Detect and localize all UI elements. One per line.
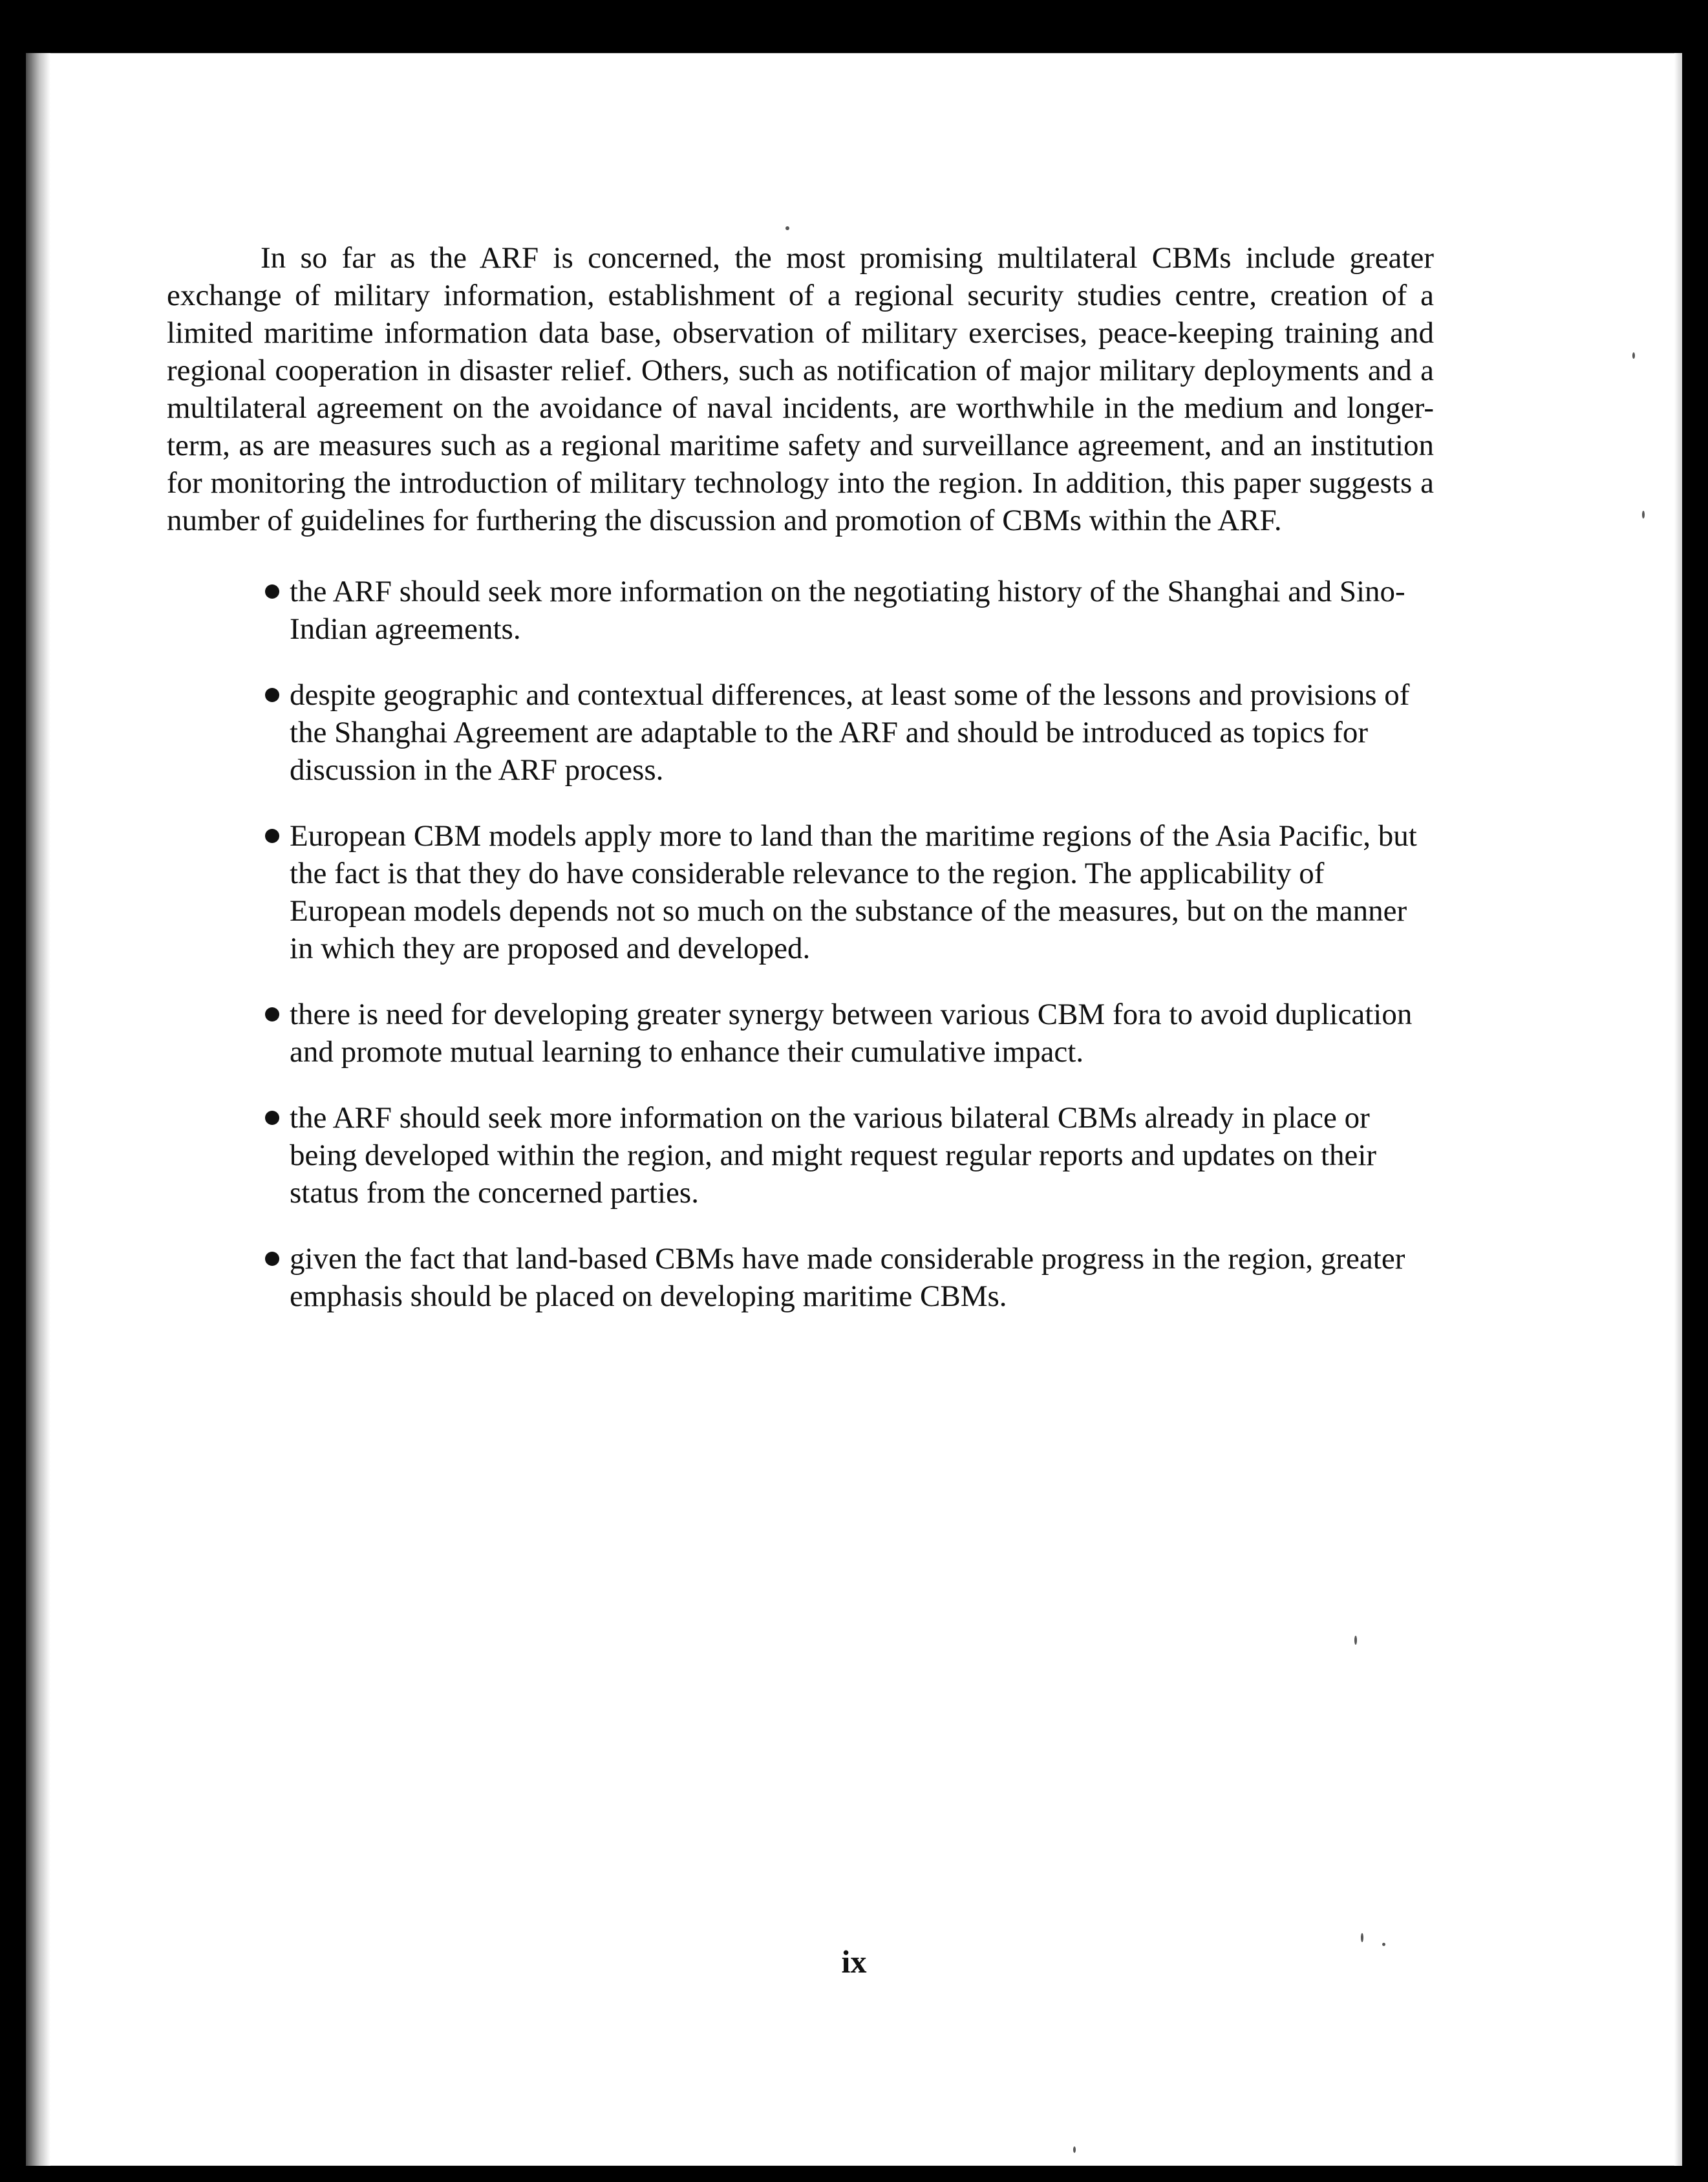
document-body xyxy=(167,239,1434,1315)
bullet-icon xyxy=(265,829,279,843)
guideline-item xyxy=(265,1240,1434,1315)
bullet-icon xyxy=(265,1007,279,1021)
scan-speck xyxy=(785,226,789,230)
guideline-text: European CBM models apply more to land than the maritime regions of the Asia Pacific, but the fact is that they do have considerable relevance to the region. The applicability of European models depends not so much on the substance of the measures, but on the manner in which they are proposed and developed. xyxy=(290,819,1417,965)
guideline-text: the ARF should seek more information on the negotiating history of the Shanghai and Sino-Indian agreements. xyxy=(290,575,1405,646)
scan-speck xyxy=(1632,352,1635,359)
guideline-text: despite geographic and contextual differences, at least some of the lessons and provisions of the Shanghai Agreement are adaptable to the ARF and should be introduced as topics for discussion in the ARF process. xyxy=(290,678,1410,787)
intro-paragraph: In so far as the ARF is concerned, the most promising multilateral CBMs include greater exchange of military information, establishment of a regional security studies centre, creation of a limited maritime information data base, observation of military exercises, peace-keeping training and regional cooperation in disaster relief. Others, such as notification of major military deployments and a multilateral agreement on the avoidance of naval incidents, are worthwhile in the medium and longer-term, as are measures such as a regional maritime safety and surveillance agreement, and an institution for monitoring the introduction of military technology into the region. In addition, this paper suggests a number of guidelines for furthering the discussion and promotion of CBMs within the ARF. xyxy=(167,241,1434,537)
bullet-icon xyxy=(265,688,279,702)
guideline-item xyxy=(265,817,1434,967)
scan-top-border xyxy=(0,0,1708,53)
bullet-icon xyxy=(265,584,279,599)
scan-left-border xyxy=(0,0,26,2182)
guideline-item xyxy=(265,676,1434,789)
guideline-text: the ARF should seek more information on the various bilateral CBMs already in place or being developed within the region, and might request regular reports and updates on their status from the concerned parties. xyxy=(290,1101,1377,1210)
scan-speck xyxy=(1073,2146,1076,2153)
scan-bottom-border xyxy=(0,2166,1708,2182)
page-number: ix xyxy=(841,1943,867,1980)
bullet-icon xyxy=(265,1111,279,1125)
guideline-text: there is need for developing greater synergy between various CBM fora to avoid duplication and promote mutual learning to enhance their cumulative impact. xyxy=(290,998,1413,1069)
binding-edge xyxy=(26,53,50,2166)
guideline-item xyxy=(265,573,1434,648)
guideline-item xyxy=(265,996,1434,1071)
bullet-icon xyxy=(265,1252,279,1266)
scan-speck xyxy=(1354,1636,1357,1645)
scan-speck xyxy=(1361,1933,1363,1942)
guideline-text: given the fact that land-based CBMs have made considerable progress in the region, greater emphasis should be placed on developing maritime CBMs. xyxy=(290,1242,1405,1313)
page-right-edge xyxy=(1674,53,1682,2166)
guideline-item xyxy=(265,1099,1434,1212)
scan-speck xyxy=(1642,511,1645,519)
guidelines-list xyxy=(167,573,1434,1315)
